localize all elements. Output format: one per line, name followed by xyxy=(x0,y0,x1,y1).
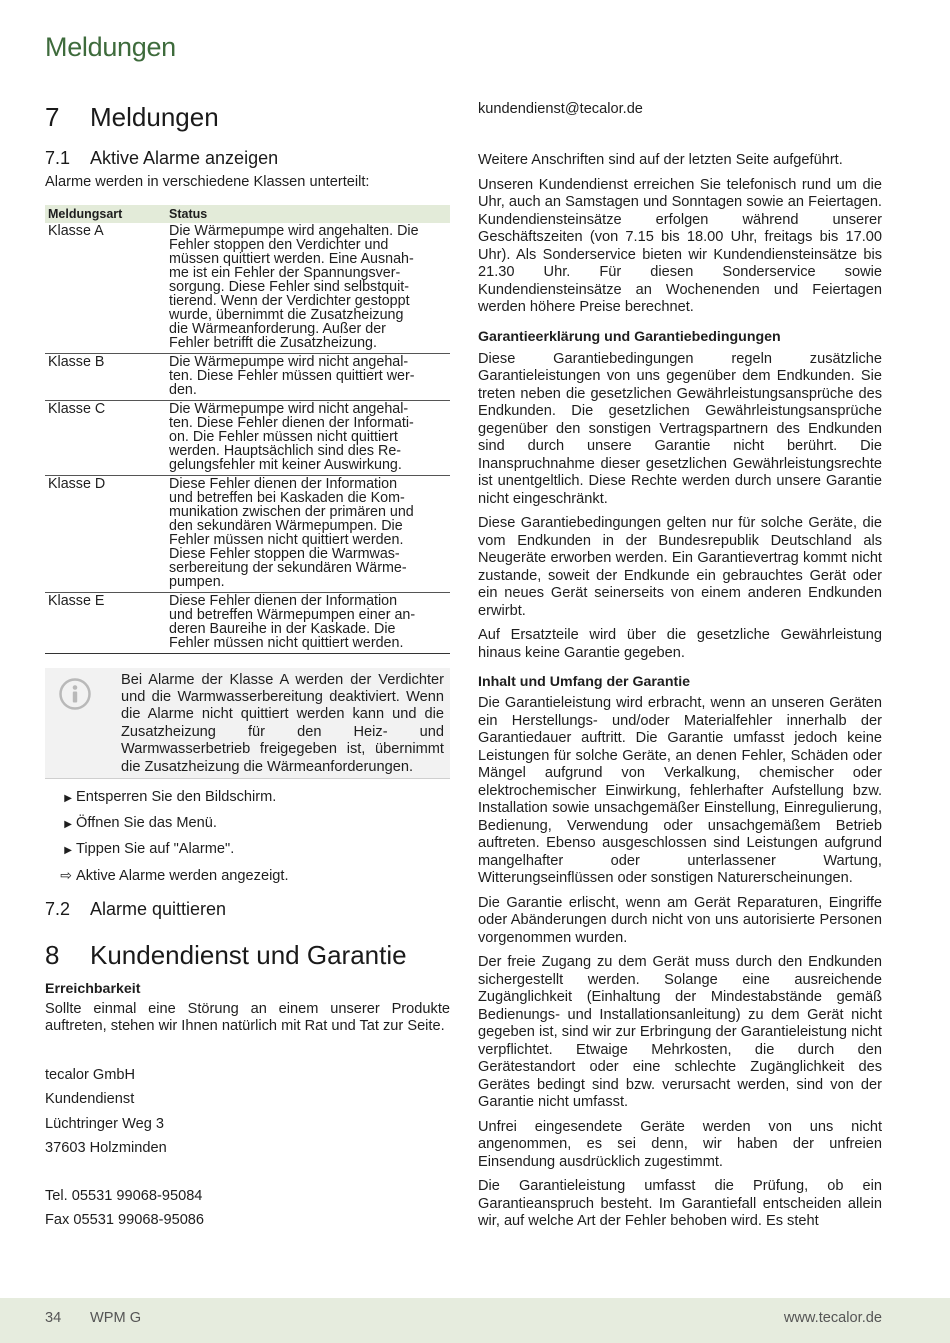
address-line: Kundendienst xyxy=(45,1091,135,1108)
section-7-1-heading xyxy=(45,148,450,174)
alarm-status-cell xyxy=(166,592,450,653)
paragraph: Der freie Zugang zu dem Gerät muss durch den Endkunden sichergestellt werden. Solange eine ausreichende Zugänglichkeit (Einhaltung der Mindestabstände gemäß Bedienungs- und Installationsanleitung) zu dem Gerät nicht gegeben ist, sind wir zur Erbringung der Garantieleistung nicht verpflichtet. Etwaige Mehrkosten, die durch den Gerätestandort oder eine schlechte Zugänglichkeit des Gerätes bedingt sind bzw. verursacht werden, sind von der Garantie nicht umfasst. xyxy=(478,954,882,1110)
status-line: sorgung. Diese Fehler sind selbstquit- xyxy=(169,278,409,295)
paragraph: Auf Ersatzteile wird über die gesetzliche Gewährleistung hinaus keine Garantie gegeben. xyxy=(478,627,882,661)
paragraph: Diese Garantiebedingungen regeln zusätzliche Garantieleistungen von uns gegenüber dem Endkunden. Sie treten neben die gesetzlichen Gewährleistungsansprüche des Endkunden. Die gesetzlichen Gewährleistungsansprüche gegenüber den sonstigen Vertragspartnern des Endkunden sind durch unsere Garantie nicht berührt. Die Inanspruchnahme dieser gesetzlichen Gewährleistungsrechte ist unentgeltlich. Diese Rechte werden durch unsere Garantie nicht eingeschränkt. xyxy=(478,350,882,507)
status-line: müssen quittiert werden. Eine Ausnah- xyxy=(169,250,414,267)
section-number: 7.1 xyxy=(45,148,71,168)
info-icon xyxy=(51,672,121,776)
triangle-right-icon: ▶ xyxy=(64,792,72,804)
alarm-class-cell: Klasse E xyxy=(45,592,166,653)
triangle-right-icon: ▶ xyxy=(64,818,72,830)
table-row xyxy=(45,400,450,475)
section-number: 7.2 xyxy=(45,898,71,919)
page-footer xyxy=(0,1298,950,1343)
alarm-class-cell: Klasse C xyxy=(45,400,166,475)
right-column xyxy=(478,101,882,1231)
paragraph: Unseren Kundendienst erreichen Sie telefonisch rund um die Uhr, auch an Samstagen und Sonntagen sowie an Feiertagen. Kundendiensteinsätze erfolgen während unserer Geschäftszeiten (von 7.15 bis 18.00 Uhr, freitags bis 17.00 Uhr). Als Sonderservice bieten wir Kundendiensteinsätze bis 21.30 Uhr. Für diesen Sonderservice sowie Kundendiensteinsätze an Wochenenden und Feiertagen werden höhere Preise berechnet. xyxy=(478,176,882,315)
list-item xyxy=(45,841,450,867)
status-line: Fehler stoppen den Verdichter und xyxy=(169,236,389,253)
list-item xyxy=(45,815,450,841)
paragraph: Die Garantieleistung wird erbracht, wenn an unseren Geräten ein Herstellungs- und/oder Materialfehler innerhalb der Garantiedauer auftritt. Die Garantie umfasst jedoch keine Leistungen für solche Geräte, an denen Fehler, Schäden oder Mängel aufgrund von Verkalkung, chemischer oder elektrochemischer Einwirkung, fehlerhafter Aufstellung bzw. Installation sowie unsachgemäßer Einstellung, Einregulierung, Bedienung, Verwendung oder unsachgemäßem Betrieb auftreten. Ebenso ausgeschlossen sind Leistungen aufgrund mangelhafter oder unterlassener Wartung, Witterungseinflüssen oder sonstigen Naturerscheinungen. xyxy=(478,695,882,886)
chapter-7-heading xyxy=(45,102,450,142)
alarm-status-cell xyxy=(166,400,450,475)
warranty-heading: Garantieerklärung und Garantiebedingungen xyxy=(478,328,781,345)
contact-address xyxy=(45,1067,450,1165)
email-link[interactable]: kundendienst@tecalor.de xyxy=(478,101,643,117)
status-line: und betreffen Wärmepumpen einer an- xyxy=(169,606,416,623)
chapter-title: Meldungen xyxy=(90,102,219,132)
status-line: und betreffen bei Kaskaden die Kom- xyxy=(169,489,405,506)
fax: Fax 05531 99068-95086 xyxy=(45,1212,205,1229)
telephone[interactable]: Tel. 05531 99068-95084 xyxy=(45,1187,203,1204)
status-line: Die Wärmepumpe wird angehalten. Die xyxy=(169,222,419,239)
document-name: WPM G xyxy=(90,1310,142,1326)
column-header: Status xyxy=(166,205,450,223)
status-line: Fehler müssen nicht quittiert werden. xyxy=(169,531,404,548)
column-header: Meldungsart xyxy=(45,205,166,223)
status-line: werden. Hauptsächlich sind dies Re- xyxy=(169,442,402,459)
alarm-status-cell xyxy=(166,353,450,400)
table-row xyxy=(45,353,450,400)
section-7-2-heading xyxy=(45,899,450,925)
triangle-right-icon: ▶ xyxy=(64,844,72,856)
alarm-classes-table xyxy=(45,205,450,654)
status-line: deren Baureihe in der Kaskade. Die xyxy=(169,620,396,637)
table-row xyxy=(45,475,450,592)
paragraph: Diese Garantiebedingungen gelten nur für solche Geräte, die vom Endkunden in der Bundesrepublik Deutschland als Neugeräte erworben werden. Ein Garantievertrag kommt nicht zustande, soweit der Endkunde ein gebrauchtes Gerät oder ein neues Gerät seinerseits von einem anderen Endkunden erwirbt. xyxy=(478,515,882,619)
paragraph: Unfrei eingesendete Geräte werden von uns nicht angenommen, es sei denn, wir haben der unfreien Einsendung ausdrücklich zugestimmt. xyxy=(478,1118,882,1170)
status-line: Diese Fehler dienen der Information xyxy=(169,592,398,609)
alarm-class-cell: Klasse A xyxy=(45,223,166,354)
status-line: tierend. Wenn der Verdichter gestoppt xyxy=(169,292,410,309)
intro-text: Alarme werden in verschiedene Klassen unterteilt: xyxy=(45,174,370,190)
table-header-row xyxy=(45,205,450,223)
section-title: Alarme quittieren xyxy=(90,898,227,919)
status-line: serbereitung der sekundären Wärme- xyxy=(169,559,407,576)
status-line: den sekundären Wärmepumpen. Die xyxy=(169,517,403,534)
status-line: on. Die Fehler müssen nicht quittiert xyxy=(169,428,398,445)
status-line: Fehler betrifft die Zusatzheizung. xyxy=(169,334,377,351)
status-line: ten. Diese Fehler müssen quittiert wer- xyxy=(169,367,415,384)
result-item xyxy=(45,867,450,893)
address-line: tecalor GmbH xyxy=(45,1066,136,1083)
address-line: 37603 Holzminden xyxy=(45,1140,167,1157)
chapter-title: Kundendienst und Garantie xyxy=(90,939,407,970)
page-header-title: Meldungen xyxy=(45,32,176,62)
info-note-text: Bei Alarme der Klasse A werden der Verdichter und die Warmwasserbereitung deaktiviert. Wenn die Alarme nicht quittiert werden kann und die Zusatzheizung für den Heiz- und Warmwasserbetrieb freigegeben ist, übernimmt die Zusatzheizung die Wärmeanforderungen. xyxy=(121,671,444,775)
status-line: gelungsfehler mit keiner Auswirkung. xyxy=(169,456,402,473)
status-line: Fehler müssen nicht quittiert werden. xyxy=(169,634,404,651)
status-line: den. xyxy=(169,381,197,398)
status-line: me ist ein Fehler der Spannungsver- xyxy=(169,264,401,281)
website-link[interactable]: www.tecalor.de xyxy=(783,1310,882,1326)
arrow-right-icon: ⇨ xyxy=(60,866,72,883)
paragraph: Die Garantie erlischt, wenn am Gerät Reparaturen, Eingriffe oder Abänderungen durch nicht von uns autorisierte Personen vorgenommen wurden. xyxy=(478,894,882,946)
status-line: Die Wärmepumpe wird nicht angehal- xyxy=(169,400,409,417)
status-line: Die Wärmepumpe wird nicht angehal- xyxy=(169,353,409,370)
paragraph: Die Garantieleistung umfasst die Prüfung, ob ein Garantieanspruch besteht. Im Garantiefall entscheiden allein wir, auf welche Art der Fehler behoben wird. Es steht xyxy=(478,1178,882,1229)
status-line: die Wärmeanforderung. Außer der xyxy=(169,320,386,337)
status-line: Diese Fehler dienen der Information xyxy=(169,475,398,492)
scope-heading: Inhalt und Umfang der Garantie xyxy=(478,674,691,690)
status-line: pumpen. xyxy=(169,573,225,590)
reachability-heading: Erreichbarkeit xyxy=(45,980,141,997)
chapter-number: 8 xyxy=(45,939,60,970)
alarm-status-cell xyxy=(166,223,450,354)
alarm-class-cell: Klasse B xyxy=(45,353,166,400)
alarm-status-cell xyxy=(166,475,450,592)
list-item xyxy=(45,789,450,815)
table-row xyxy=(45,592,450,653)
address-line: Lüchtringer Weg 3 xyxy=(45,1115,164,1132)
reachability-text: Sollte einmal eine Störung an einem unserer Produkte auftreten, stehen wir Ihnen natürlich mit Rat und Tat zur Seite. xyxy=(45,1000,450,1035)
chapter-number: 7 xyxy=(45,102,60,132)
alarm-class-cell: Klasse D xyxy=(45,475,166,592)
status-line: munikation zwischen der primären und xyxy=(169,503,414,520)
step-text: Entsperren Sie den Bildschirm. xyxy=(76,788,277,805)
chapter-8-heading xyxy=(45,940,450,980)
page-number: 34 xyxy=(45,1310,62,1326)
step-text: Tippen Sie auf "Alarme". xyxy=(76,840,235,857)
info-note xyxy=(45,668,450,779)
result-text: Aktive Alarme werden angezeigt. xyxy=(76,867,289,884)
left-column xyxy=(45,102,450,1237)
step-text: Öffnen Sie das Menü. xyxy=(76,814,217,831)
paragraph: Weitere Anschriften sind auf der letzten Seite aufgeführt. xyxy=(478,152,843,168)
status-line: wurde, übernimmt die Zusatzheizung xyxy=(169,306,404,323)
section-title: Aktive Alarme anzeigen xyxy=(90,148,279,168)
status-line: ten. Diese Fehler dienen der Informati- xyxy=(169,414,414,431)
table-row xyxy=(45,223,450,354)
instruction-steps xyxy=(45,789,450,893)
status-line: Diese Fehler stoppen die Warmwas- xyxy=(169,545,400,562)
contact-phone xyxy=(45,1188,450,1237)
